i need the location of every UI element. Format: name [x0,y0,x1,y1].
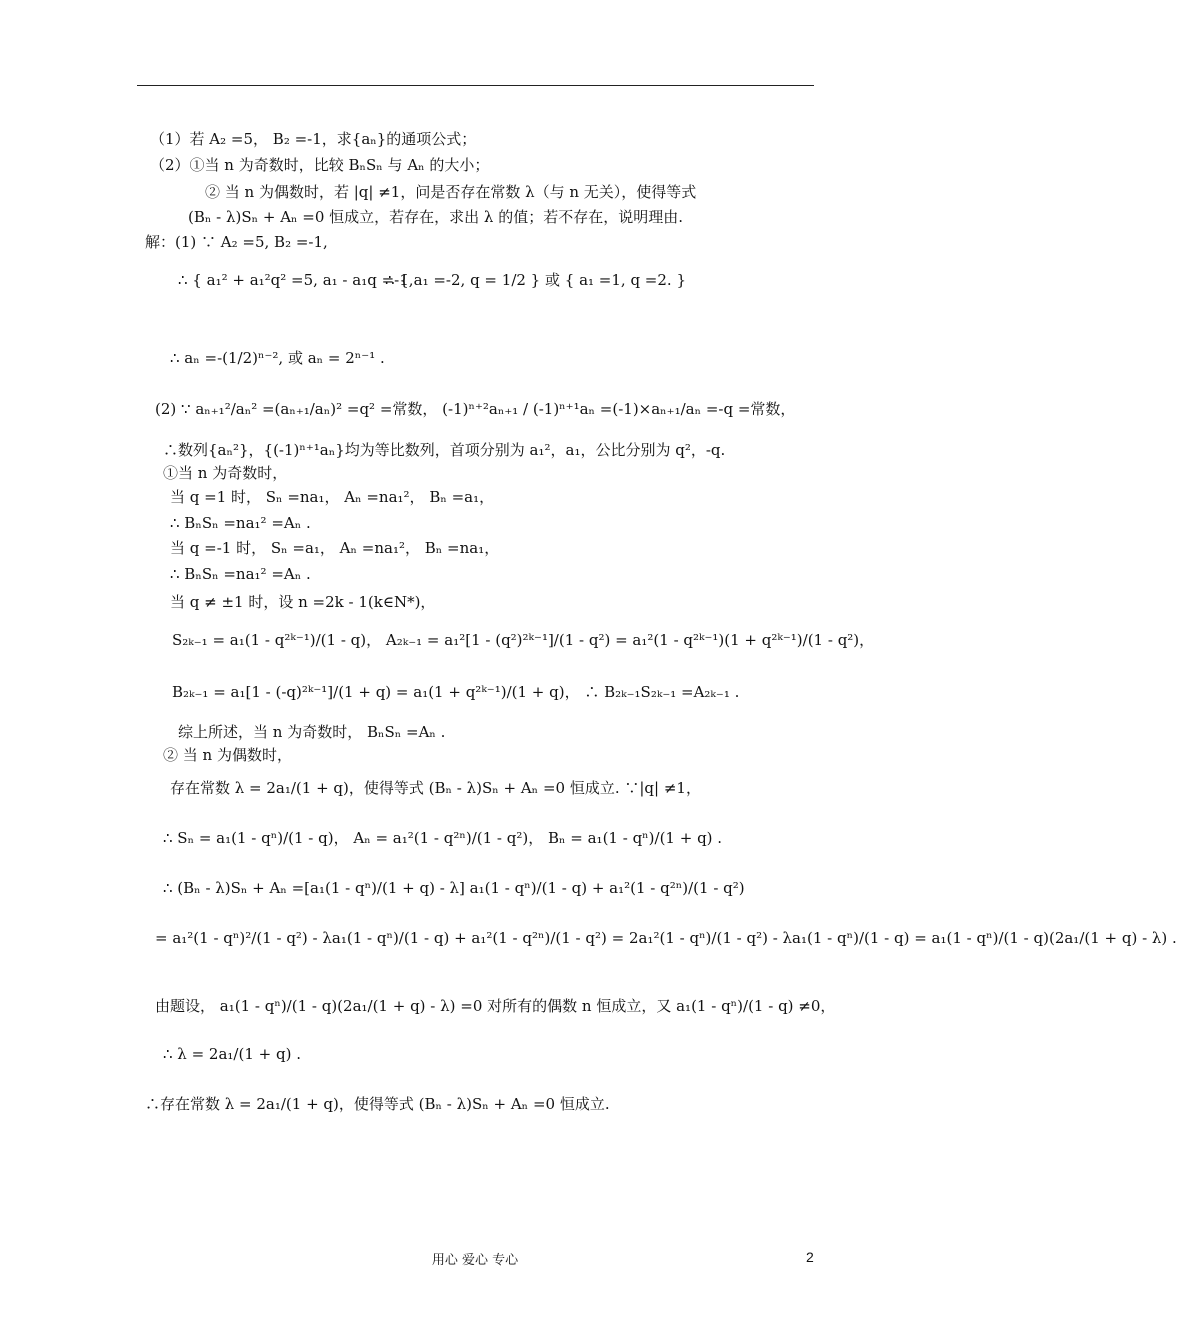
text-line-q2b: ② 当 n 为偶数时，若 |q| ≠1，问是否存在常数 λ（与 n 无关），使得等式 [205,183,697,201]
text-line-q2a: （2）①当 n 为奇数时，比较 BₙSₙ 与 Aₙ 的大小； [150,156,490,174]
text-line-q1: （1）若 A₂ =5， B₂ =-1，求{aₙ}的通项公式； [150,130,477,148]
text-line-s15: 综上所述，当 n 为奇数时， BₙSₙ =Aₙ . [178,723,446,741]
text-line-s2: ∴ { a₁² + a₁²q² =5, a₁ - a₁q =-1, [178,271,414,289]
text-line-s23: ∴存在常数 λ = 2a₁/(1 + q)，使得等式 (Bₙ - λ)Sₙ + Aₙ =0 恒成立. [145,1095,610,1113]
text-line-s1: 解：(1) ∵ A₂ =5, B₂ =-1, [145,233,328,251]
text-line-s10: 当 q =-1 时， Sₙ =a₁， Aₙ =na₁²， Bₙ =na₁， [170,539,500,557]
text-line-s4: ∴ aₙ =-(1/2)ⁿ⁻², 或 aₙ = 2ⁿ⁻¹ . [170,349,385,367]
text-line-s11: ∴ BₙSₙ =na₁² =Aₙ . [170,565,311,583]
text-line-s20: = a₁²(1 - qⁿ)²/(1 - q²) - λa₁(1 - qⁿ)/(1 - q) + a₁²(1 - q²ⁿ)/(1 - q²) = 2a₁²(1 - qⁿ)/(1 - q²) - λa₁(1 - qⁿ)/(1 - q) = a₁(1 - qⁿ)/(1 - q)(2a₁/(1 + q) - λ) . [155,929,1177,947]
text-line-s17: 存在常数 λ = 2a₁/(1 + q)，使得等式 (Bₙ - λ)Sₙ + Aₙ =0 恒成立. ∵|q| ≠1， [170,779,701,797]
text-line-s22: ∴ λ = 2a₁/(1 + q) . [163,1045,301,1063]
text-line-s18: ∴ Sₙ = a₁(1 - qⁿ)/(1 - q)， Aₙ = a₁²(1 - q²ⁿ)/(1 - q²)， Bₙ = a₁(1 - qⁿ)/(1 + q) . [163,829,723,847]
text-line-s13: S₂ₖ₋₁ = a₁(1 - q²ᵏ⁻¹)/(1 - q)， A₂ₖ₋₁ = a₁²[1 - (q²)²ᵏ⁻¹]/(1 - q²) = a₁²(1 - q²ᵏ⁻¹)(1 + q²ᵏ⁻¹)/(1 - q²)， [172,631,875,649]
text-line-s12: 当 q ≠ ±1 时，设 n =2k - 1(k∈N*)， [170,593,436,611]
page-footer: 用心 爱心 专心 [431,1253,519,1268]
text-line-s7: ①当 n 为奇数时， [163,464,288,482]
page-number: 2 [806,1249,814,1265]
text-line-s14: B₂ₖ₋₁ = a₁[1 - (-q)²ᵏ⁻¹]/(1 + q) = a₁(1 + q²ᵏ⁻¹)/(1 + q)， ∴ B₂ₖ₋₁S₂ₖ₋₁ =A₂ₖ₋₁ . [172,683,740,701]
header-rule [137,85,814,86]
text-line-s5: (2) ∵ aₙ₊₁²/aₙ² =(aₙ₊₁/aₙ)² =q² =常数， (-1)ⁿ⁺²aₙ₊₁ / (-1)ⁿ⁺¹aₙ =(-1)×aₙ₊₁/aₙ =-q =常数， [155,400,796,418]
text-line-s6: ∴数列{aₙ²}，{(-1)ⁿ⁺¹aₙ}均为等比数列，首项分别为 a₁²，a₁，公比分别为 q²，-q. [163,441,726,459]
text-line-s9: ∴ BₙSₙ =na₁² =Aₙ . [170,514,311,532]
text-line-s21: 由题设， a₁(1 - qⁿ)/(1 - q)(2a₁/(1 + q) - λ) =0 对所有的偶数 n 恒成立，又 a₁(1 - qⁿ)/(1 - q) ≠0， [155,997,836,1015]
text-line-s16: ② 当 n 为偶数时， [163,746,292,764]
text-line-s8: 当 q =1 时， Sₙ =na₁， Aₙ =na₁²， Bₙ =a₁， [170,488,495,506]
text-line-q2c: (Bₙ - λ)Sₙ + Aₙ =0 恒成立，若存在，求出 λ 的值；若不存在，说明理由. [188,208,683,226]
text-line-s19: ∴ (Bₙ - λ)Sₙ + Aₙ =[a₁(1 - qⁿ)/(1 + q) - λ] a₁(1 - qⁿ)/(1 - q) + a₁²(1 - q²ⁿ)/(1 - q²) [163,879,745,897]
text-line-s3: ∴ { a₁ =-2, q = 1/2 } 或 { a₁ =1, q =2. } [385,271,687,289]
